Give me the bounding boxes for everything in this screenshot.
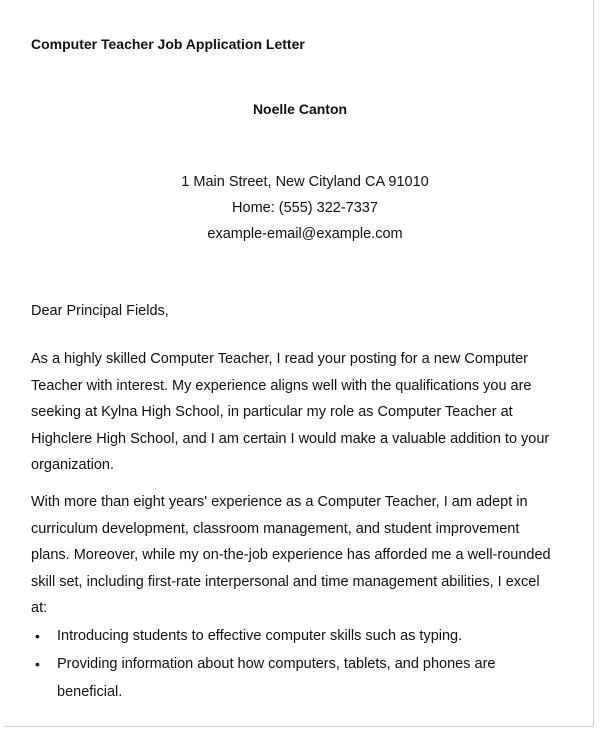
bullet-item (31, 650, 551, 706)
salutation: Dear Principal Fields, (31, 303, 169, 319)
bullet-text: Introducing students to effective computer skills such as typing. (57, 628, 463, 644)
bullet-icon: • (35, 656, 40, 672)
document-title: Computer Teacher Job Application Letter (31, 36, 305, 52)
sender-address: 1 Main Street, New Cityland CA 91010 (181, 174, 429, 190)
sender-contact-block (0, 169, 600, 247)
body-paragraph-1: As a highly skilled Computer Teacher, I read your posting for a new Computer Teacher with interest. My experience aligns well with the qualifications you are seeking at Kylna High School, in particular my role as Computer Teacher at Highclere High School, and I am certain I would make a valuable addition to your organization. (31, 351, 550, 473)
sender-email: example-email@example.com (207, 226, 403, 242)
bullet-text: Providing information about how computers, tablets, and phones are beneficial. (57, 656, 496, 700)
skills-bullet-list (31, 622, 551, 706)
bullet-item (31, 622, 551, 650)
body-paragraph-2: With more than eight years' experience as a Computer Teacher, I am adept in curriculum development, classroom management, and student improvement plans. Moreover, while my on-the-job experience has afforded me a well-rounded skill set, including first-rate interpersonal and time management abilities, I excel at: (31, 494, 551, 616)
sender-phone: Home: (555) 322-7337 (232, 200, 378, 216)
sender-name: Noelle Canton (252, 101, 348, 117)
bullet-icon: • (35, 628, 40, 644)
